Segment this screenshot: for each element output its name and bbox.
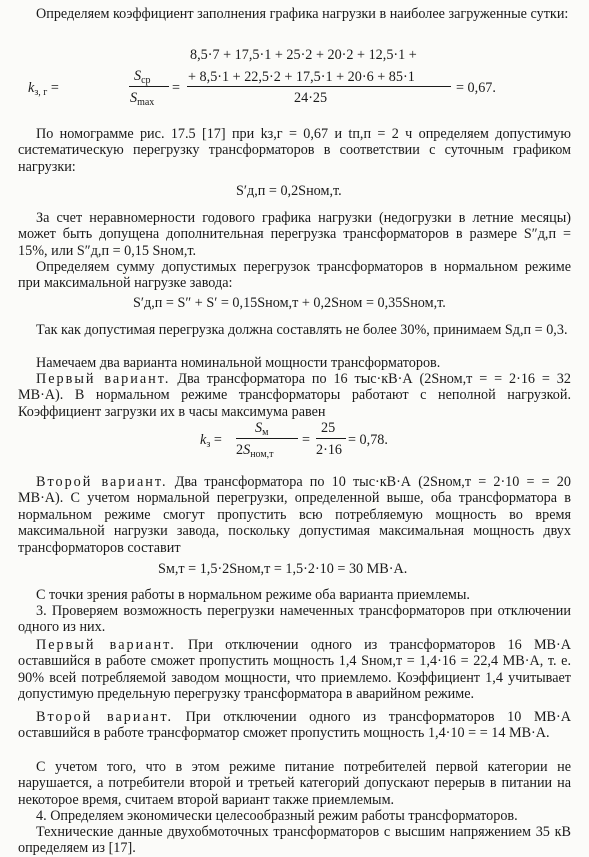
paragraph-two-options: Намечаем два варианта номинальной мощности трансформаторов. [36,355,441,371]
paragraph-load-factor-intro: Определяем коэффициент заполнения графика нагрузки в наиболее загруженные сутки: [36,6,569,22]
formula-numerator-line1: 8,5·7 + 17,5·1 + 25·2 + 20·2 + 12,5·1 + [190,47,417,63]
paragraph-consumers: С учетом того, что в этом режиме питание потребителей первой категории не нарушается, а потребители второй и третьей категорий допускают перерыв в питании на некоторое время, считаем второй вариант также приемлемым. [18,759,571,808]
formula-numerator-line2: + 8,5·1 + 22,5·2 + 17,5·1 + 20·6 + 85·1 [188,69,415,85]
formula-result: = 0,67. [456,80,496,96]
option-1-heading: Первый вариант. [36,371,171,387]
paragraph-technical-data: Технические данные двухобмоточных трансформаторов с высшим напряжением 35 кВ определяем из [17]. [18,824,571,857]
paragraph-check-outage: 3. Проверяем возможность перегрузки намеченных трансформаторов при отключении одного из них. [18,603,571,636]
paragraph-option-1-normal: Первый вариант. Два трансформатора по 16 тыс·кВ·А (2Sном,т = = 2·16 = 32 МВ·А). В нормальном режиме трансформаторы работают с неполной нагрузкой. Коэффициент загрузки их в часы максимума равен [18,371,571,420]
formula-systematic-overload: S′д,п = 0,2Sном,т. [236,183,342,199]
paragraph-overload-limit: Так как допустимая перегрузка должна составлять не более 30%, принимаем Sд,п = 0,3. [36,322,568,338]
document-page: Определяем коэффициент заполнения графика нагрузки в наиболее загруженные сутки: $k_{з, г}$ = $S_{ср}$ $S_{max}$ = 8,5·7 + 17,5·1 + 25·2 + 20·2 + 12,5·1 + + 8,5·1 + 22,5·2 + 17,5·1 + 20·6 + 85·1 24·25 = 0,67. По номограмме рис. 17.5 [17] при kз,г = 0,67 и tп,п = 2 ч определяем допустимую систематическую перегрузку трансформаторов в соответствии с суточным графиком нагрузки: S′д,п = 0,2Sном,т. За счет неравномерности годового графика нагрузки (недогрузки в летние месяцы) может быть допущена дополнительная перегрузка трансформаторов в размере S″д,п = 15%, или S″д,п = 0,15 Sном,т. Определяем сумму допустимых перегрузок трансформаторов в нормальном режиме при максимальной нагрузке завода: S′д,п = S″ + S′ = 0,15Sном,т + 0,2Sном = 0,35Sном,т. Так как допустимая перегрузка должна составлять не более 30%, принимаем Sд,п = 0,3. Намечаем два варианта номинальной мощности трансформаторов. Первый вариант. Два трансформатора по 16 тыс·кВ·А (2Sном,т = = 2·16 = 32 МВ·А). В нормальном режиме трансформаторы работают с неполной нагрузкой. Коэффициент загрузки их в часы максимума равен $k_з$ = $S_м$ $2S_{ном,т}$ = 25 2·16 = 0,78. Второй вариант. Два трансформатора по 10 тыс·кВ·А (2Sном,т = 2·10 = = 20 МВ·А). С учетом нормальной перегрузки, определенной выше, оба трансформатора в нормальном режиме смогут пропустить всю потребляемую мощность во время максимальной нагрузки завода, поскольку допустимая максимальная мощность двух трансформаторов составит Sм,т = 1,5·2Sном,т = 1,5·2·10 = 30 МВ·А. С точки зрения работы в нормальном режиме оба варианта приемлемы. 3. Проверяем возможность перегрузки намеченных трансформаторов при отключении одного из них. Первый вариант. При отключении одного из трансформаторов 16 МВ·А оставшийся в работе сможет пропустить мощность 1,4 Sном,т = 1,4·16 = 22,4 МВ·А, т. е. 90% всей потребляемой заводом мощности, что приемлемо. Коэффициент 1,4 учитывает допустимую предельную перегрузку трансформатора в аварийном режиме. Второй вариант. При отключении одного из трансформаторов 10 МВ·А оставшийся в работе трансформатор сможет пропустить мощность 1,4·10 = = 14 МВ·А. С учетом того, что в этом режиме питание потребителей первой категории не нарушается, а потребители второй и третьей категорий допускают перерыв в питании на некоторое время, считаем второй вариант также приемлемым. 4. Определяем экономически целесообразный режим работы трансформаторов. Технические данные двухобмоточных трансформаторов с высшим напряжением 35 кВ определяем из [17]. [18,6,571,857]
formula-denominator: 24·25 [294,90,328,106]
formula-overload-sum: S′д,п = S″ + S′ = 0,15Sном,т + 0,2Sном = 0,35Sном,т. [133,295,446,311]
paragraph-overload-sum: Определяем сумму допустимых перегрузок трансформаторов в нормальном режиме при максимальной нагрузке завода: [18,259,571,292]
paragraph-option-2-normal: Второй вариант. Два трансформатора по 10 тыс·кВ·А (2Sном,т = 2·10 = = 20 МВ·А). С учетом нормальной перегрузки, определенной выше, оба трансформатора в нормальном режиме смогут пропустить всю потребляемую мощность во время максимальной нагрузки завода, поскольку допустимая максимальная мощность двух трансформаторов составит [18,474,571,556]
option-2-heading: Второй вариант. [36,474,168,490]
paragraph-normal-mode-ok: С точки зрения работы в нормальном режиме оба варианта приемлемы. [36,587,470,603]
paragraph-nomogram: По номограмме рис. 17.5 [17] при kз,г = 0,67 и tп,п = 2 ч определяем допустимую систематическую перегрузку трансформаторов в соответствии с суточным графиком нагрузки: [18,126,571,175]
paragraph-economic-mode: 4. Определяем экономически целесообразный режим работы трансформаторов. [36,808,518,824]
paragraph-option-1-outage: Первый вариант. При отключении одного из трансформаторов 16 МВ·А оставшийся в работе сможет пропустить мощность 1,4 Sном,т = 1,4·16 = 22,4 МВ·А, т. е. 90% всей потребляемой заводом мощности, что приемлемо. Коэффициент 1,4 учитывает допустимую предельную перегрузку трансформатора в аварийном режиме. [18,637,571,703]
option-2-outage-heading: Второй вариант. [36,709,174,725]
formula-max-power: Sм,т = 1,5·2Sном,т = 1,5·2·10 = 30 МВ·А. [158,561,408,577]
option-1-outage-heading: Первый вариант. [36,637,176,653]
paragraph-option-2-outage: Второй вариант. При отключении одного из трансформаторов 10 МВ·А оставшийся в работе трансформатор сможет пропустить мощность 1,4·10 = = 14 МВ·А. [18,709,571,742]
paragraph-annual-overload: За счет неравномерности годового графика нагрузки (недогрузки в летние месяцы) может быть допущена дополнительная перегрузка трансформаторов в размере S″д,п = 15%, или S″д,п = 0,15 Sном,т. [18,210,571,259]
